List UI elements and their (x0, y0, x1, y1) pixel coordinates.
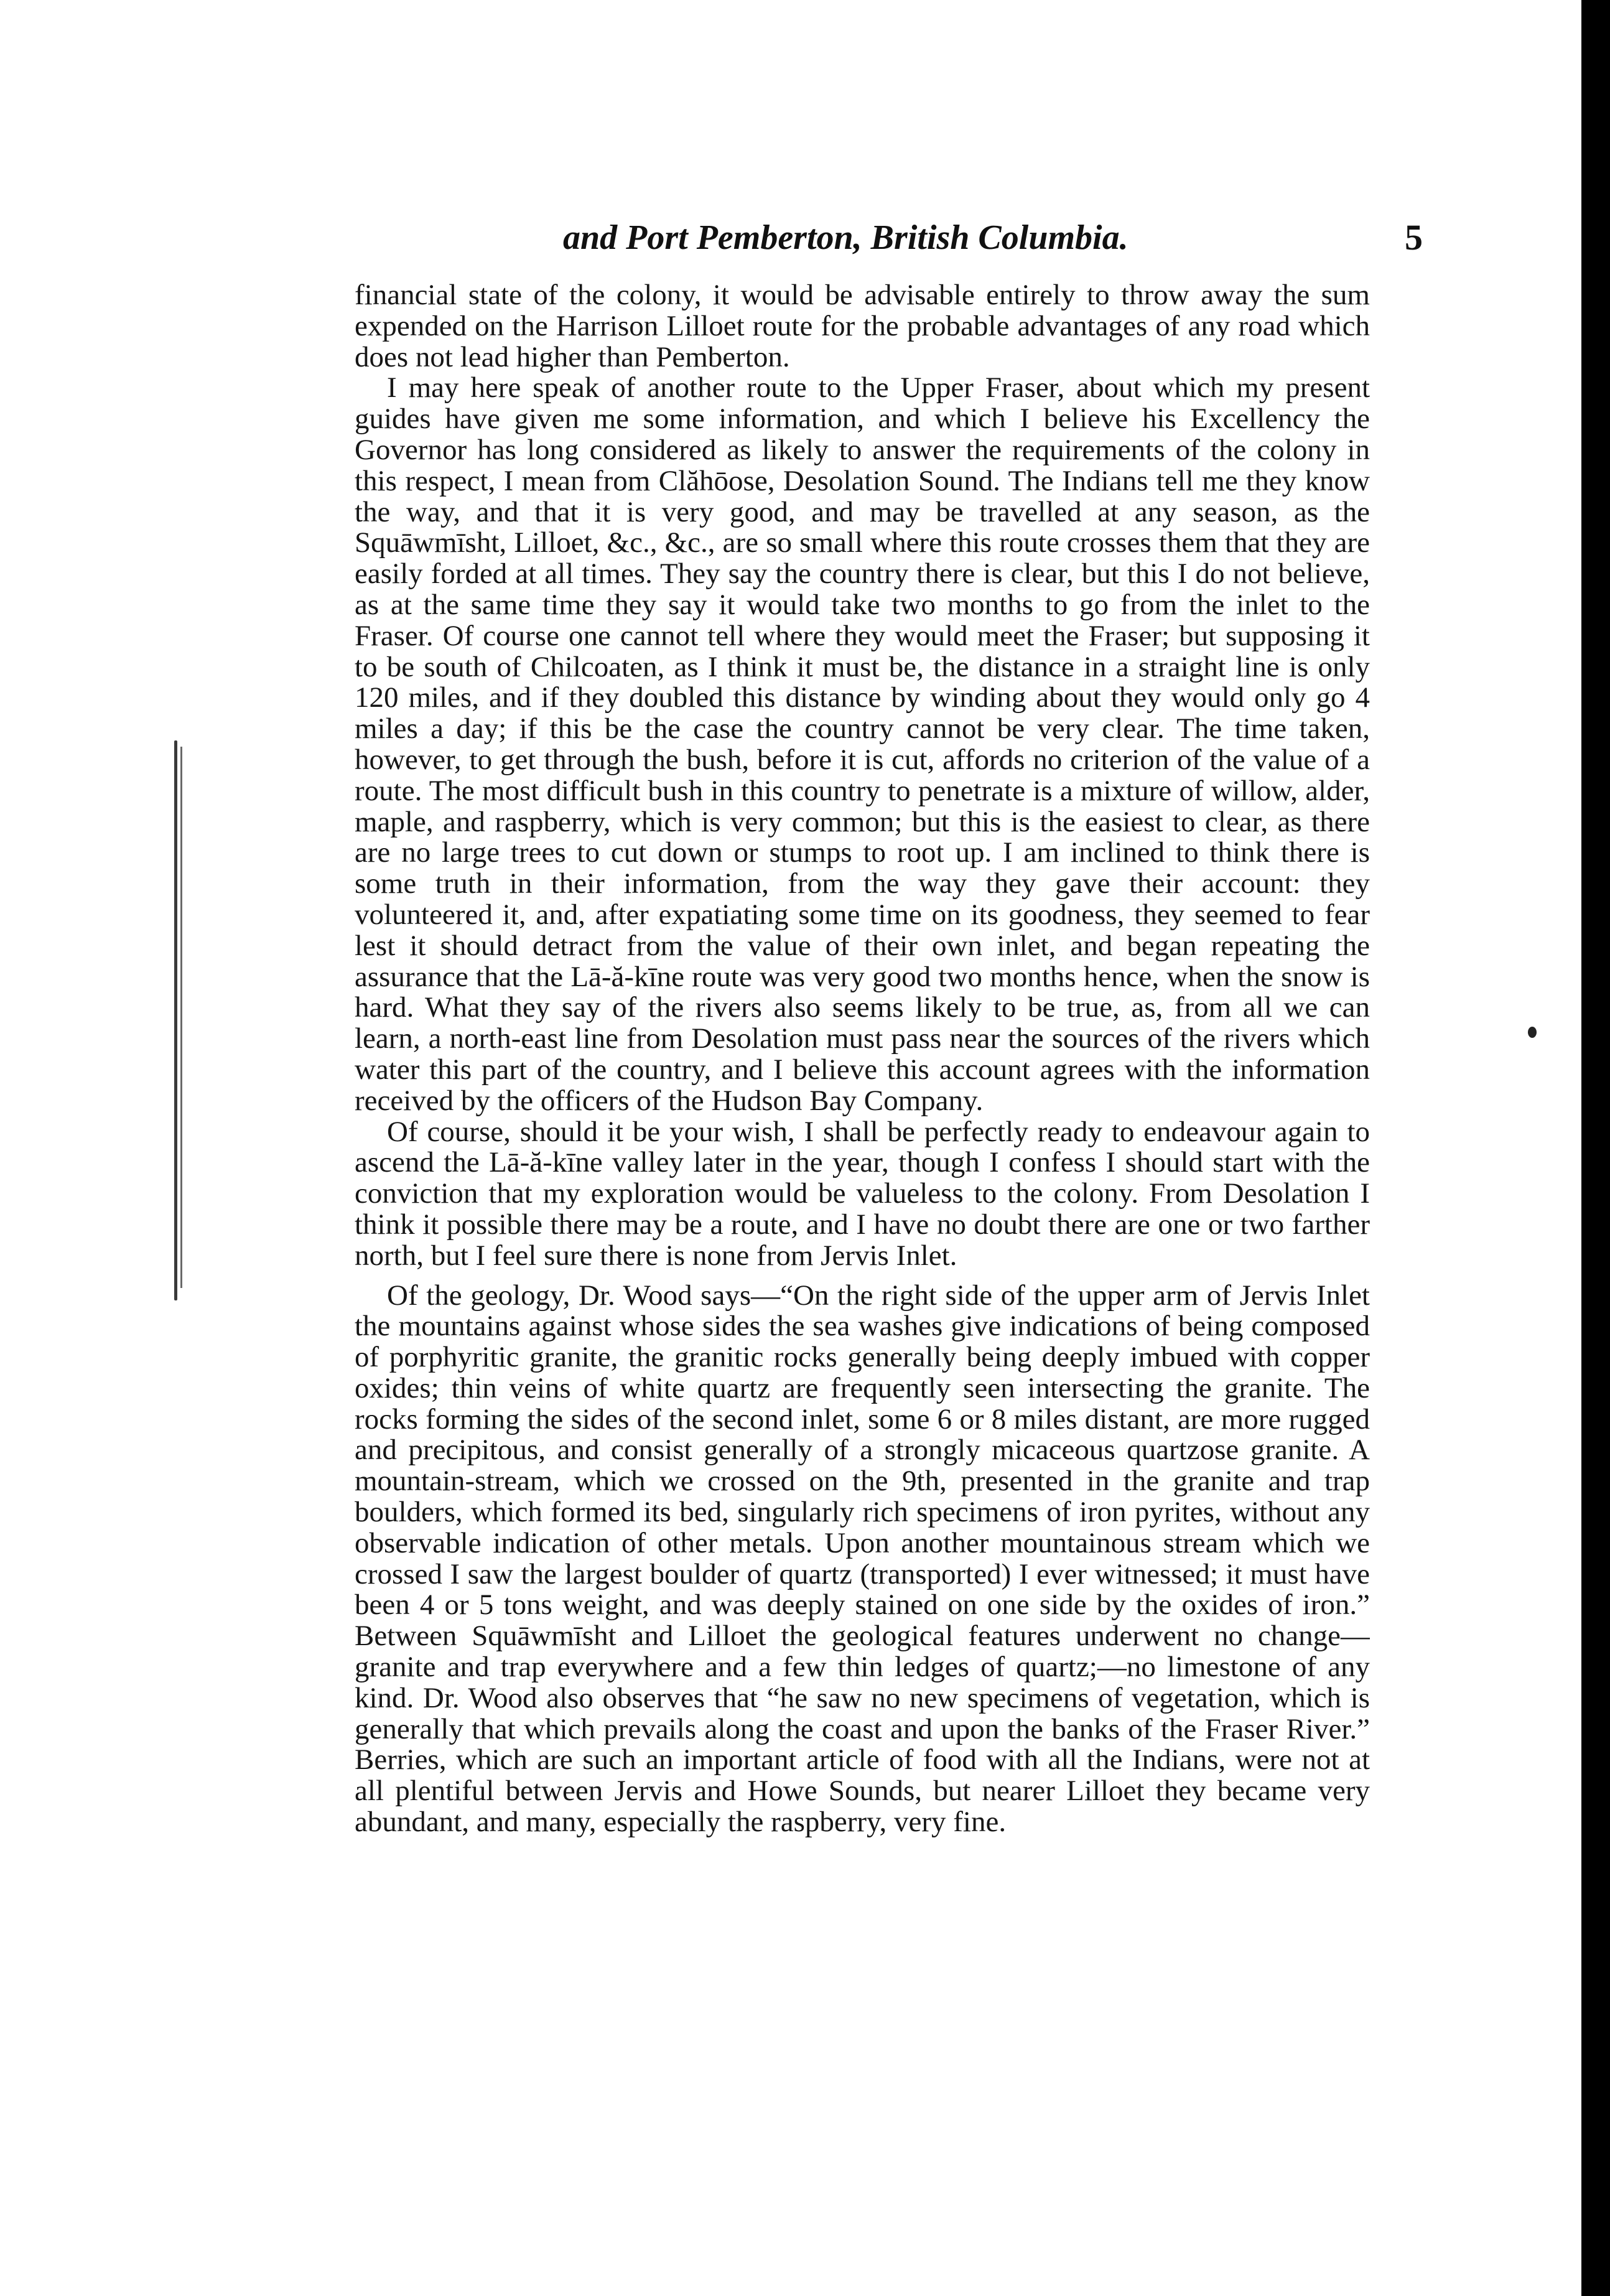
page-number: 5 (1405, 217, 1423, 258)
margin-mark (180, 747, 182, 1288)
margin-dot (1528, 1027, 1537, 1038)
margin-mark (174, 740, 177, 1300)
running-title: and Port Pemberton, British Columbia. (563, 218, 1128, 257)
paragraph: Of course, should it be your wish, I shall be perfectly ready to endeavour again to ascend the Lā-ă-kīne valley later in the year, though I confess I should start with the conviction that my exploration would be valueless to the colony. From Desolation I think it possible there may be a route, and I have no doubt there are one or two farther north, but I feel sure there is none from Jervis Inlet. (355, 1115, 1370, 1272)
paragraph: financial state of the colony, it would be advisable entirely to throw away the sum expended on the Harrison Lilloet route for the probable advantages of any road which does not lead higher than Pemberton. (355, 280, 1370, 373)
paragraph: Of the geology, Dr. Wood says—“On the right side of the upper arm of Jervis Inlet the mountains against whose sides the sea washes give indications of being composed of porphyritic granite, the granitic rocks generally being deeply imbued with copper oxides; thin veins of white quartz are frequently seen intersecting the granite. The rocks forming the sides of the second inlet, some 6 or 8 miles distant, are more rugged and precipitous, and consist generally of a strongly micaceous quartzose granite. A mountain-stream, which we crossed on the 9th, presented in the granite and trap boulders, which formed its bed, singularly rich specimens of iron pyrites, without any observable indication of other metals. Upon another mountainous stream which we crossed I saw the largest boulder of quartz (transported) I ever witnessed; it must have been 4 or 5 tons weight, and was deeply stained on one side by the oxides of iron.” Between Squāwmīsht and Lilloet the geological features underwent no change—granite and trap everywhere and a few thin ledges of quartz;—no limestone of any kind. Dr. Wood also observes that “he saw no new specimens of vegetation, which is generally that which prevails along the coast and upon the banks of the Fraser River.” Berries, which are such an important article of food with all the Indians, were not at all plentiful between Jervis and Howe Sounds, but nearer Lilloet they became very abundant, and many, especially the raspberry, very fine. (355, 1279, 1370, 1839)
page-header (563, 213, 1423, 269)
scan-edge (1581, 0, 1610, 2296)
body-text (355, 280, 1370, 2084)
paragraph: I may here speak of another route to the Upper Fraser, about which my present guides have given me some information, and which I believe his Excellency the Governor has long considered as likely to answer the requirements of the colony in this respect, I mean from Clăhōose, Desolation Sound. The Indians tell me they know the way, and that it is very good, and may be travelled at any season, as the Squāwmīsht, Lilloet, &c., &c., are so small where this route crosses them that they are easily forded at all times. They say the country there is clear, but this I do not believe, as at the same time they say it would take two months to go from the inlet to the Fraser. Of course one cannot tell where they would meet the Fraser; but supposing it to be south of Chilcoaten, as I think it must be, the distance in a straight line is only 120 miles, and if they doubled this distance by winding about they would only go 4 miles a day; if this be the case the country cannot be very clear. The time taken, however, to get through the bush, before it is cut, affords no criterion of the value of a route. The most difficult bush in this country to penetrate is a mixture of willow, alder, maple, and raspberry, which is very common; but this is the easiest to clear, as there are no large trees to cut down or stumps to root up. I am inclined to think there is some truth in their information, from the way they gave their account: they volunteered it, and, after expatiating some time on its goodness, they seemed to fear lest it should detract from the value of their own inlet, and began repeating the assurance that the Lā-ă-kīne route was very good two months hence, when the snow is hard. What they say of the rivers also seems likely to be true, as, from all we can learn, a north-east line from Desolation must pass near the sources of the rivers which water this part of the country, and I believe this account agrees with the information received by the officers of the Hudson Bay Company. (355, 371, 1370, 1117)
